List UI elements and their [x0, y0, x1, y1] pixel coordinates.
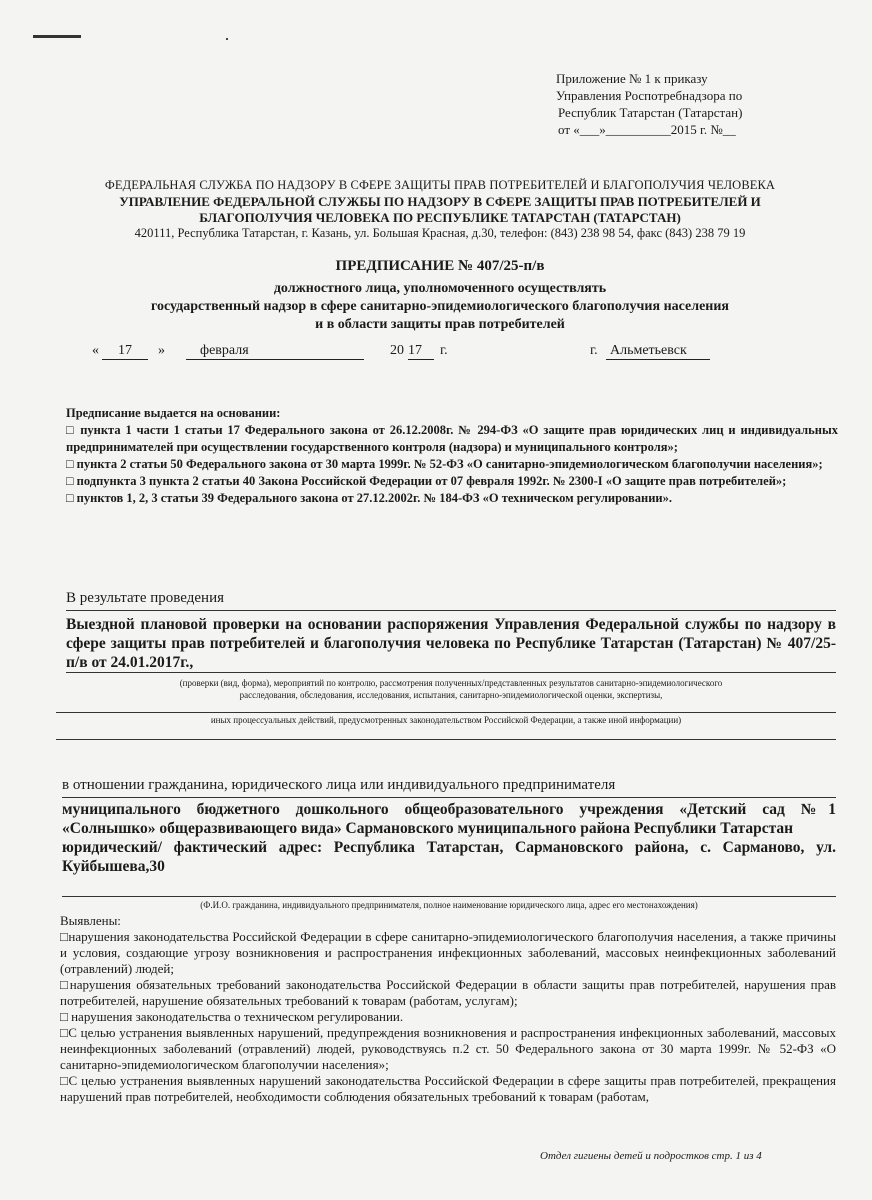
subtitle-line: должностного лица, уполномоченного осуществлять — [273, 281, 607, 296]
date-month — [186, 343, 364, 360]
city-name — [606, 343, 710, 360]
appendix-line: от «___»__________2015 г. №__ — [558, 122, 736, 137]
finding-item: □нарушения обязательных требований законодательства Российской Федерации в области защиты прав потребителей, нарушения прав потребителей, нарушение обязательных требований к товарам (работам, услугам); — [60, 977, 836, 1008]
appendix-line: Приложение № 1 к приказу — [556, 71, 708, 86]
appendix-line: Республик Татарстан (Татарстан) — [558, 105, 743, 120]
subject-caption: (Ф.И.О. гражданина, индивидуального предпринимателя, полное наименование юридического лица, адрес его местонахождения) — [200, 900, 698, 910]
federal-agency-name: ФЕДЕРАЛЬНАЯ СЛУЖБА ПО НАДЗОРУ В СФЕРЕ ЗАЩИТЫ ПРАВ ПОТРЕБИТЕЛЕЙ И БЛАГОПОЛУЧИЯ ЧЕЛОВЕКА — [104, 178, 776, 192]
subtitle-line: государственный надзор в сфере санитарно-эпидемиологического благополучия населения — [150, 299, 730, 314]
finding-item: □нарушения законодательства Российской Федерации в сфере санитарно-эпидемиологического благополучия населения, а также причины и условия, создающие угрозу возникновения и распространения инфекционных заболеваний, массовых неинфекционных заболеваний (отравлений) людей; — [60, 929, 836, 976]
findings-section — [60, 913, 836, 1105]
date-month-text: февраля — [200, 343, 249, 358]
appendix-line: Управления Роспотребнадзора по — [556, 88, 743, 103]
legal-basis-item: □ подпункта 3 пункта 2 статьи 40 Закона Российской Федерации от 07 февраля 1992г. № 2300-I «О защите прав потребителей»; — [66, 474, 787, 488]
finding-item: □ нарушения законодательства о техническом регулировании. — [60, 1009, 404, 1024]
legal-basis-item: □ пунктов 1, 2, 3 статьи 39 Федерального закона от 27.12.2002г. № 184-ФЗ «О техническом регулировании». — [66, 491, 672, 505]
finding-item: □С целью устранения выявленных нарушений, предупреждения возникновения и распространения инфекционных заболеваний, массовых неинфекционных заболеваний (отравлений) людей, руководствуясь п.2 ст. 50 Федерального закона от 30 марта 1999г. № 52-ФЗ «О санитарно-эпидемиологическом благополучии населения»; — [60, 1025, 836, 1072]
page-footer: Отдел гигиены детей и подростков стр. 1 из 4 — [540, 1150, 762, 1162]
inspection-description: Выездной плановой проверки на основании распоряжения Управления Федеральной службы по надзору в сфере защиты прав потребителей и благополучия человека по Республике Татарстан (Татарстан) № 407/25-п/в от 24.01.2017г., — [66, 616, 836, 671]
quote-open: « — [92, 343, 99, 358]
inspection-label: В результате проведения — [66, 590, 224, 606]
city-name-text: Альметьевск — [610, 343, 687, 358]
regional-agency-line: БЛАГОПОЛУЧИЯ ЧЕЛОВЕКА ПО РЕСПУБЛИКЕ ТАТАРСТАН (ТАТАРСТАН) — [199, 210, 681, 225]
document-title: ПРЕДПИСАНИЕ № 407/25-п/в — [335, 258, 545, 274]
legal-basis-section — [66, 405, 838, 507]
legal-basis-item: □ пункта 1 части 1 статьи 17 Федерального закона от 26.12.2008г. № 294-ФЗ «О защите прав юридических лиц и индивидуальных предпринимателей при осуществлении государственного контроля (надзора) и муниципального контроля»; — [66, 423, 838, 454]
finding-item: □С целью устранения выявленных нарушений законодательства Российской Федерации в сфере защиты прав потребителей, прекращения нарушений прав потребителей, необходимости соблюдения обязательных требований к товарам (работам, — [60, 1073, 836, 1104]
subject-label: в отношении гражданина, юридического лица или индивидуального предпринимателя — [62, 777, 616, 793]
corner-pen-mark — [33, 35, 81, 38]
agency-address: 420111, Республика Татарстан, г. Казань, ул. Большая Красная, д.30, телефон: (843) 238 98 54, факс (843) 238 79 19 — [134, 226, 746, 240]
quote-close: » — [158, 343, 165, 358]
appendix-reference — [556, 70, 742, 138]
city-prefix: г. — [590, 343, 598, 358]
inspection-caption — [66, 677, 836, 701]
legal-basis-item: □ пункта 2 статьи 50 Федерального закона от 30 марта 1999г. № 52-ФЗ «О санитарно-эпидемиологическом благополучии населения»; — [66, 457, 823, 471]
subject-name: муниципального бюджетного дошкольного общеобразовательного учреждения «Детский сад №1 «Солнышко» общеразвивающего вида» Сармановского муниципального района Республики Татарстан — [62, 801, 836, 837]
year-suffix: 17 — [408, 343, 434, 360]
divider — [62, 797, 836, 798]
caption-line: (проверки (вид, форма), мероприятий по контролю, рассмотрения полученных/представленных результатов санитарно-эпидемиологического — [179, 678, 723, 688]
divider — [56, 739, 836, 740]
findings-heading: Выявлены: — [60, 913, 121, 928]
divider — [62, 896, 836, 897]
legal-basis-heading: Предписание выдается на основании: — [66, 406, 281, 420]
date-line — [0, 343, 872, 365]
inspection-caption-extra: иных процессуальных действий, предусмотренных законодательством Российской Федерации, а также иной информации) — [210, 715, 682, 725]
subject-address: юридический/ фактический адрес: Республика Татарстан, Сармановского района, с. Сарманово, ул. Куйбышева,30 — [62, 839, 836, 875]
dot-mark — [226, 38, 228, 40]
divider — [56, 712, 836, 713]
year-prefix: 20 — [390, 343, 404, 358]
subject-details — [62, 800, 836, 876]
divider — [66, 672, 836, 673]
divider — [66, 610, 836, 611]
subtitle-line: и в области защиты прав потребителей — [315, 317, 565, 332]
year-unit: г. — [440, 343, 448, 358]
document-subtitle — [40, 280, 840, 334]
regional-agency-name — [40, 194, 840, 226]
date-day: 17 — [102, 343, 148, 360]
regional-agency-line: УПРАВЛЕНИЕ ФЕДЕРАЛЬНОЙ СЛУЖБЫ ПО НАДЗОРУ В СФЕРЕ ЗАЩИТЫ ПРАВ ПОТРЕБИТЕЛЕЙ И — [119, 194, 761, 209]
caption-line: расследования, обследования, исследования, испытания, санитарно-эпидемиологической оценки, экспертизы, — [239, 690, 663, 700]
